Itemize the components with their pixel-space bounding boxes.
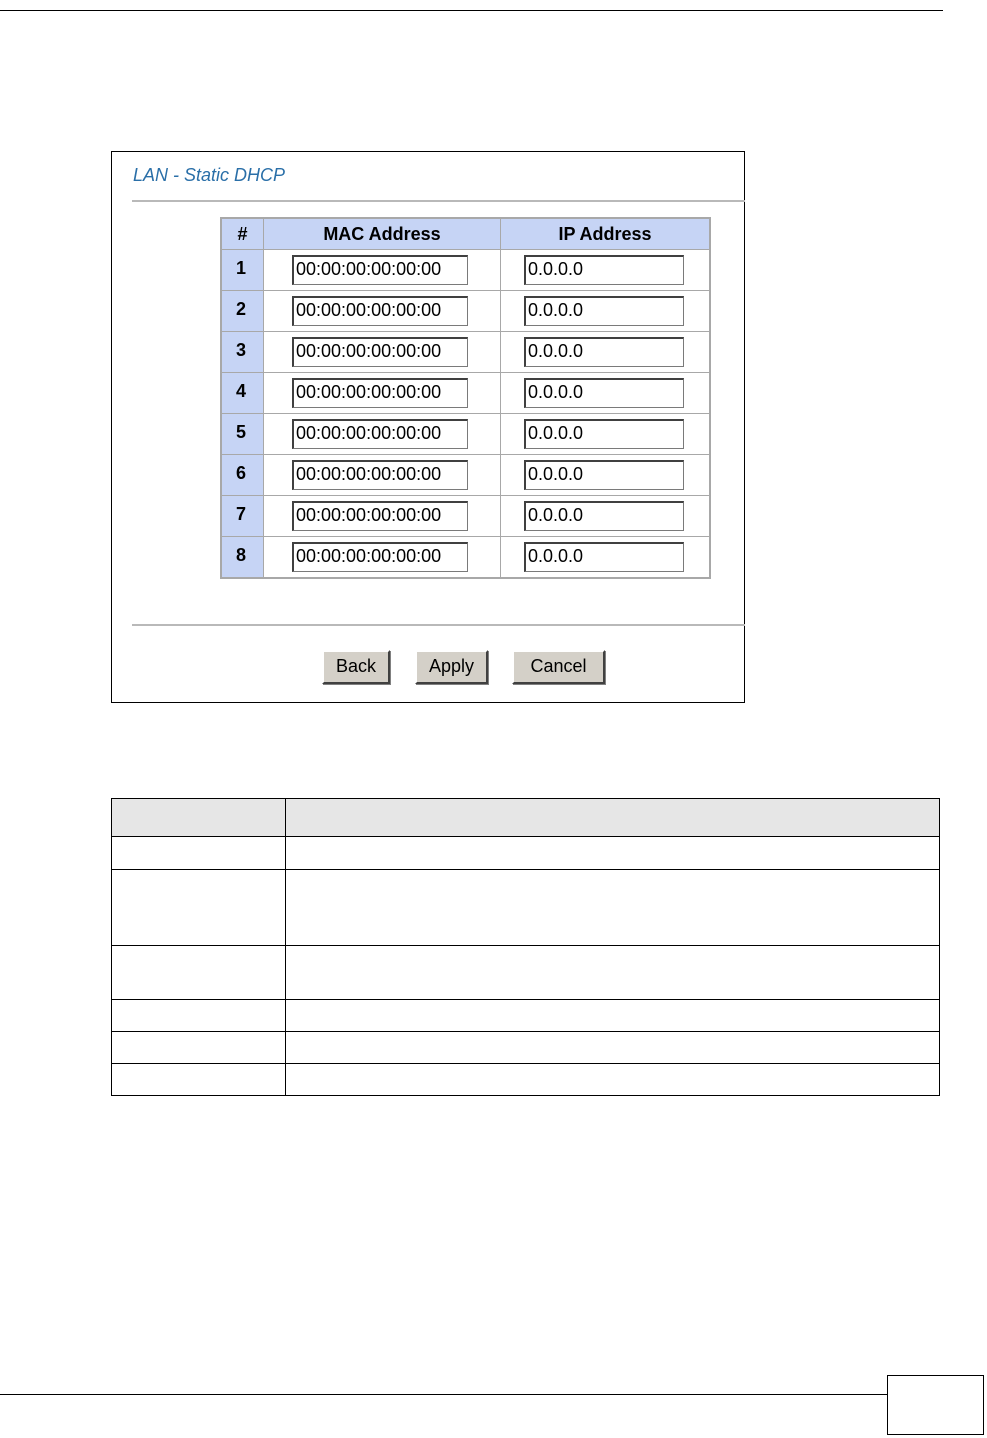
cancel-button[interactable]: Cancel: [512, 650, 605, 684]
ip-address-input[interactable]: 0.0.0.0: [524, 296, 684, 326]
table-row: [221, 373, 710, 414]
column-header-ip: IP Address: [501, 218, 711, 250]
column-header-num: #: [221, 218, 264, 250]
desc-cell: [286, 837, 940, 870]
ip-address-input[interactable]: 0.0.0.0: [524, 419, 684, 449]
static-dhcp-screenshot: [111, 151, 745, 703]
page-number-box: [887, 1375, 984, 1435]
table-row: [112, 1032, 940, 1064]
mac-address-input[interactable]: 00:00:00:00:00:00: [292, 296, 468, 326]
table-row: [112, 946, 940, 1000]
table-header-row: [221, 218, 710, 250]
desc-cell: [112, 837, 286, 870]
row-number: 8: [221, 537, 264, 579]
desc-cell: [112, 1032, 286, 1064]
desc-cell: [112, 946, 286, 1000]
table-row: [221, 496, 710, 537]
table-row: [221, 537, 710, 579]
page-title: LAN - Static DHCP: [133, 165, 286, 185]
ip-address-input[interactable]: 0.0.0.0: [524, 460, 684, 490]
button-divider: [132, 624, 745, 626]
footer-rule: [0, 1394, 887, 1395]
mac-address-input[interactable]: 00:00:00:00:00:00: [292, 501, 468, 531]
desc-cell: [112, 870, 286, 946]
table-row: [221, 332, 710, 373]
static-dhcp-table: [220, 217, 711, 579]
desc-cell: [286, 1032, 940, 1064]
desc-cell: [286, 946, 940, 1000]
row-number: 3: [221, 332, 264, 373]
table-row: [221, 250, 710, 291]
ip-address-input[interactable]: 0.0.0.0: [524, 255, 684, 285]
ip-address-input[interactable]: 0.0.0.0: [524, 378, 684, 408]
table-row: [221, 291, 710, 332]
table-row: [221, 455, 710, 496]
desc-cell: [286, 1000, 940, 1032]
row-number: 2: [221, 291, 264, 332]
apply-button[interactable]: Apply: [415, 650, 488, 684]
ip-address-input[interactable]: 0.0.0.0: [524, 501, 684, 531]
back-button[interactable]: Back: [322, 650, 390, 684]
desc-cell: [112, 1000, 286, 1032]
ip-address-input[interactable]: 0.0.0.0: [524, 542, 684, 572]
row-number: 6: [221, 455, 264, 496]
field-description-table: [111, 798, 940, 1096]
desc-header-row: [112, 799, 940, 837]
mac-address-input[interactable]: 00:00:00:00:00:00: [292, 542, 468, 572]
mac-address-input[interactable]: 00:00:00:00:00:00: [292, 419, 468, 449]
desc-cell: [112, 1064, 286, 1096]
mac-address-input[interactable]: 00:00:00:00:00:00: [292, 460, 468, 490]
title-divider: [132, 200, 745, 202]
desc-header-cell: [112, 799, 286, 837]
row-number: 7: [221, 496, 264, 537]
ip-address-input[interactable]: 0.0.0.0: [524, 337, 684, 367]
desc-header-cell: [286, 799, 940, 837]
table-row: [112, 1000, 940, 1032]
table-row: [112, 870, 940, 946]
table-row: [221, 414, 710, 455]
table-row: [112, 1064, 940, 1096]
table-row: [112, 837, 940, 870]
row-number: 4: [221, 373, 264, 414]
row-number: 1: [221, 250, 264, 291]
mac-address-input[interactable]: 00:00:00:00:00:00: [292, 337, 468, 367]
column-header-mac: MAC Address: [264, 218, 501, 250]
desc-cell: [286, 1064, 940, 1096]
header-rule: [0, 10, 943, 11]
row-number: 5: [221, 414, 264, 455]
desc-cell: [286, 870, 940, 946]
mac-address-input[interactable]: 00:00:00:00:00:00: [292, 378, 468, 408]
mac-address-input[interactable]: 00:00:00:00:00:00: [292, 255, 468, 285]
